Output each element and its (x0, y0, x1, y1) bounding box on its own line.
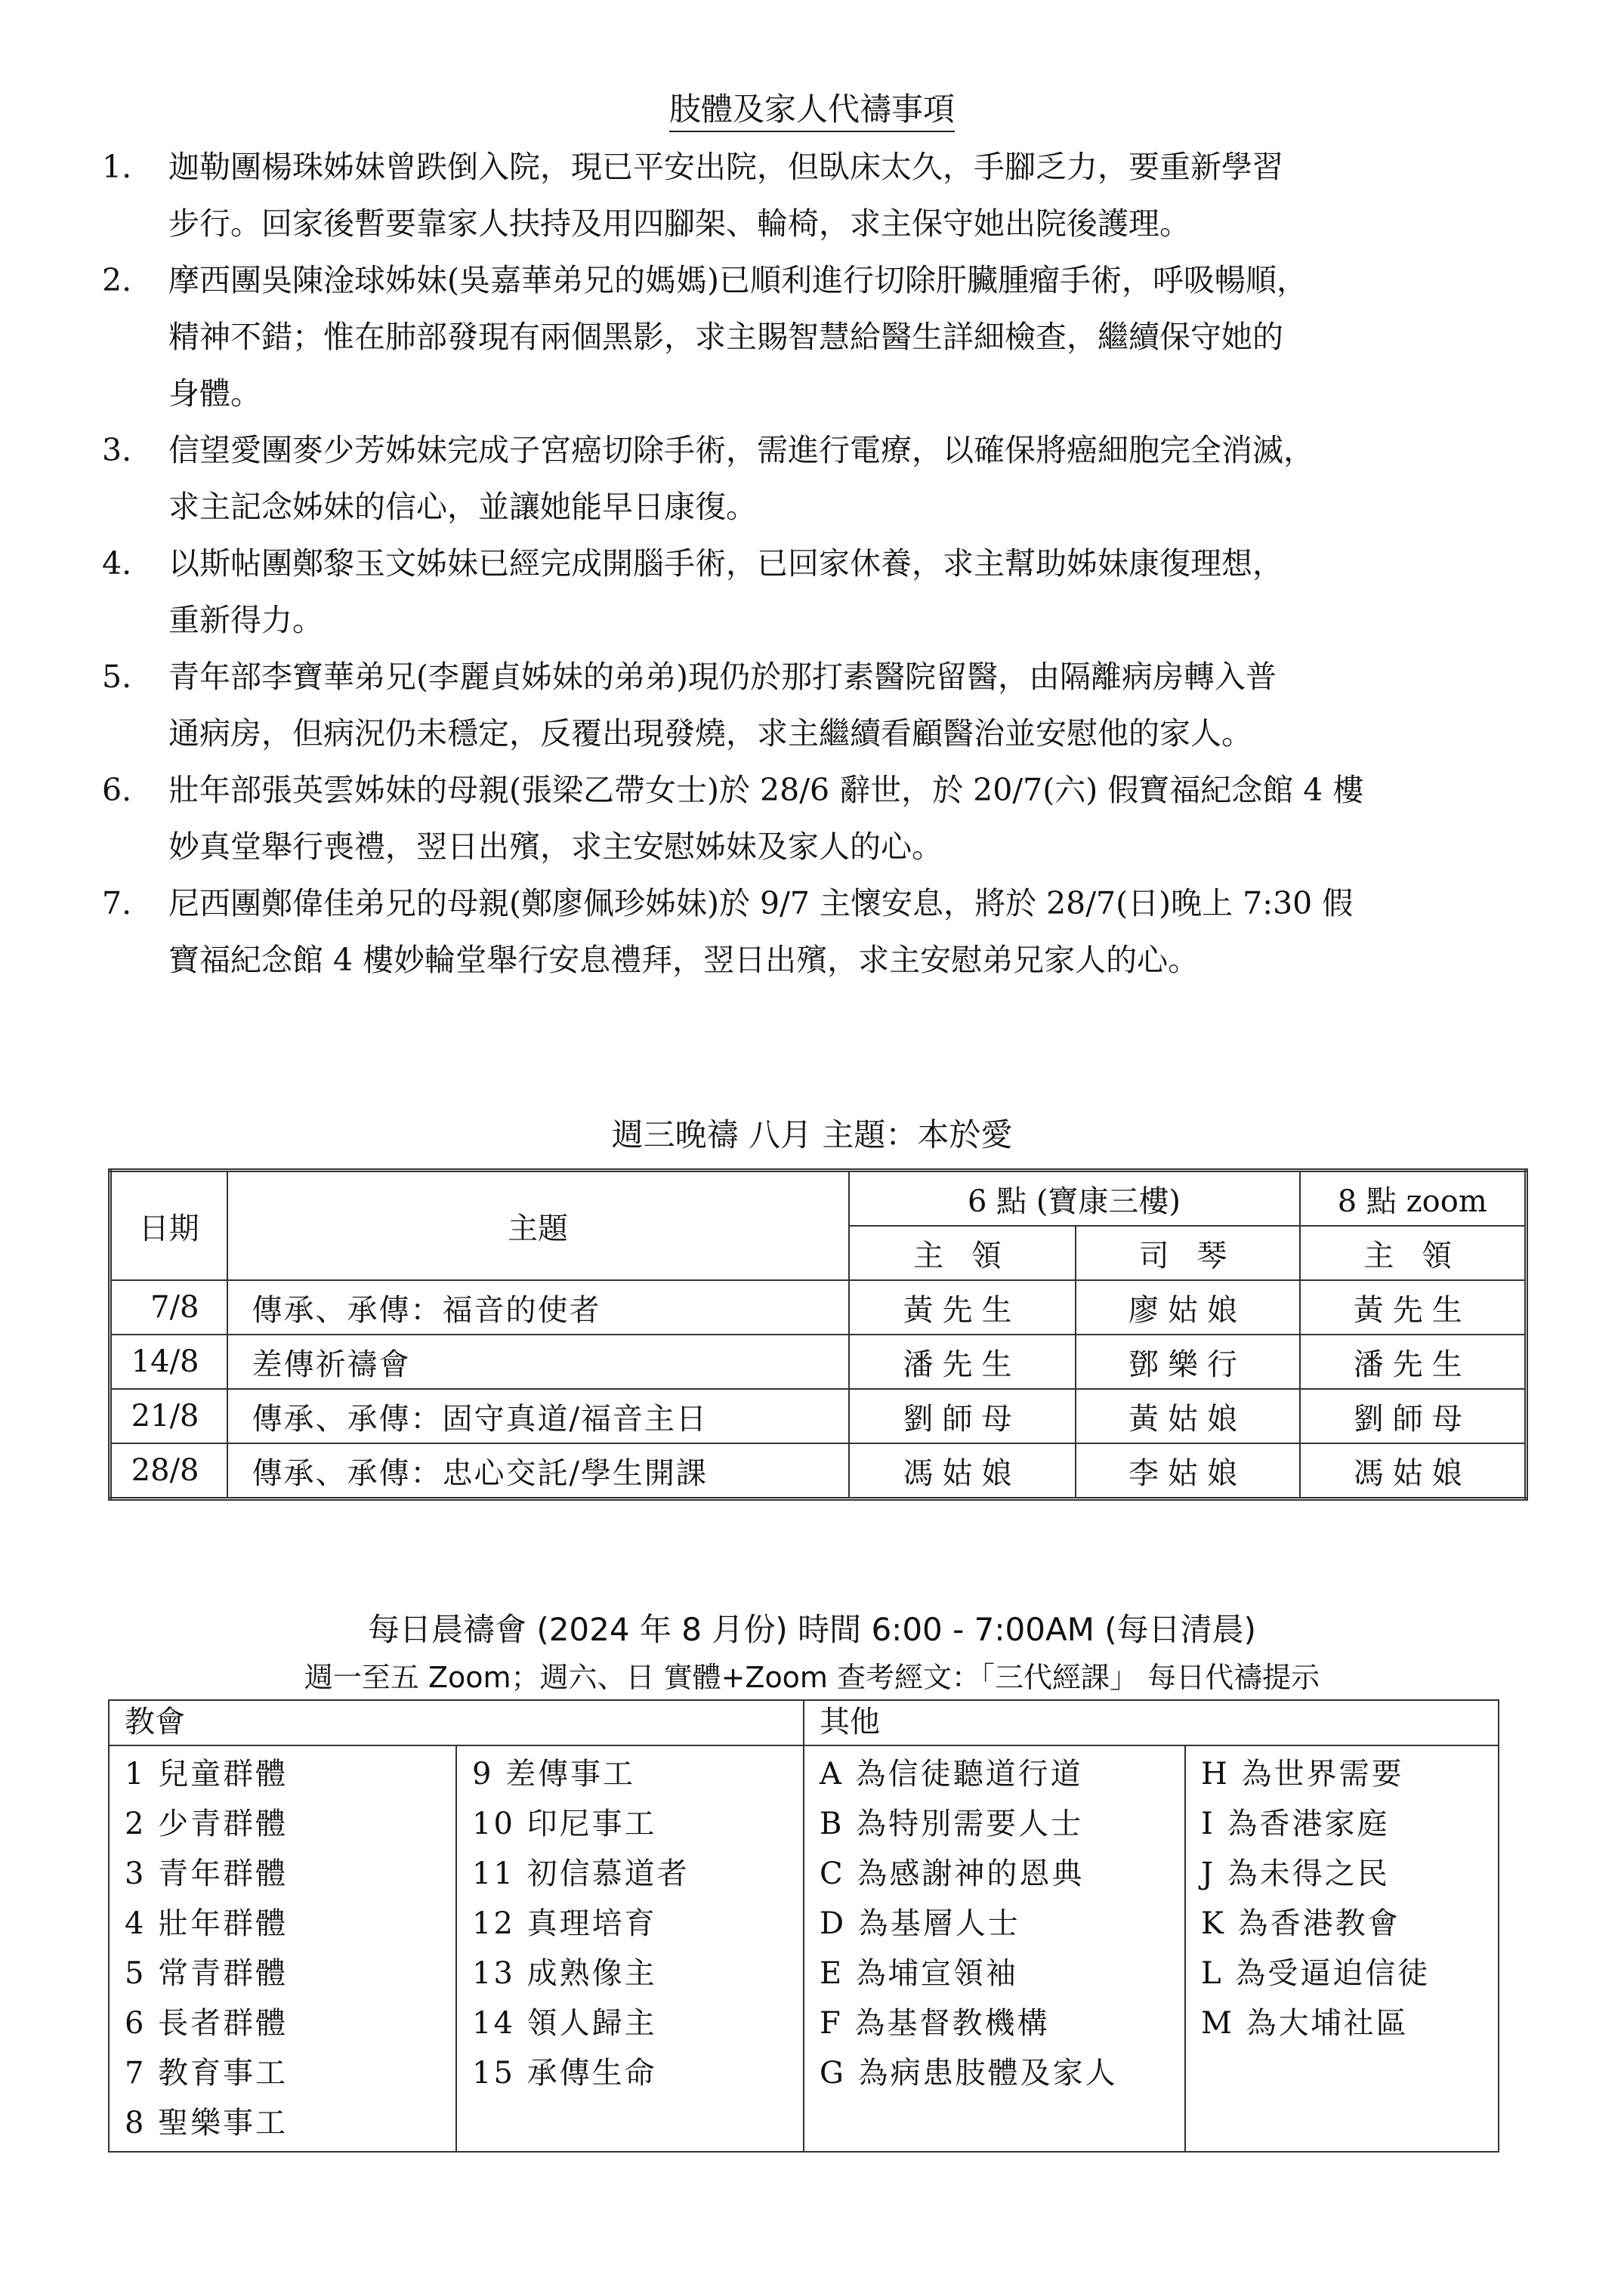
list-item: L 為受逼迫信徒 (1201, 1956, 1431, 1991)
list-item: 6. 壯年部張英雲姊妹的母親(張梁乙帶女士)於 28/6 辭世，於 20/7(六) 假寶福紀念館 4 樓 妙真堂舉行喪禮，翌日出殯，求主安慰姊妹及家人的心。 (102, 772, 1364, 865)
list-item: 4 壯年群體 (125, 1906, 289, 1941)
list-item: M 為大埔社區 (1201, 2006, 1409, 2041)
header-other: 其他 (804, 1700, 1499, 1745)
list-item: 1 兒童群體 (125, 1757, 289, 1792)
list-item: I 為香港家庭 (1201, 1807, 1390, 1841)
wednesday-prayer-table (108, 1168, 1528, 1501)
header-pianist: 司 琴 (1076, 1226, 1300, 1280)
list-item: 3 青年群體 (125, 1856, 289, 1891)
wednesday-prayer-title: 週三晚禱 八月 主題：本於愛 (611, 1116, 1013, 1153)
table-row: 28/8 傳承、承傳：忠心交託/學生開課 馮姑娘 李姑娘 馮姑娘 (110, 1443, 1527, 1499)
list-item: H 為世界需要 (1201, 1757, 1404, 1792)
list-item: D 為基層人士 (820, 1906, 1020, 1941)
list-item: 1. 迦勒團楊珠姊妹曾跌倒入院，現已平安出院，但臥床太久，手腳乏力，要重新學習 步行。回家後暫要靠家人扶持及用四腳架、輪椅，求主保守她出院後護理。 (102, 149, 1283, 242)
other-topics-column-1 (804, 1745, 1185, 2152)
prayer-list (102, 139, 1537, 989)
list-item: E 為埔宣領袖 (820, 1956, 1018, 1991)
list-item: 15 承傳生命 (472, 2056, 657, 2091)
list-item: G 為病患肢體及家人 (820, 2056, 1118, 2091)
list-item: 13 成熟像主 (472, 1956, 657, 1991)
table-row: 7/8 傳承、承傳：福音的使者 黃先生 廖姑娘 黃先生 (110, 1280, 1527, 1335)
header-date: 日期 (110, 1171, 227, 1281)
list-item: 12 真理培育 (472, 1906, 657, 1941)
table-row: 14/8 差傳祈禱會 潘先生 鄧樂行 潘先生 (110, 1335, 1527, 1389)
header-topic: 主題 (227, 1171, 849, 1281)
list-item: B 為特別需要人士 (820, 1807, 1084, 1841)
list-item: A 為信徒聽道行道 (820, 1757, 1083, 1792)
daily-prayer-topics-table (108, 1699, 1499, 2153)
list-item: J 為未得之民 (1201, 1856, 1390, 1891)
table-row: 21/8 傳承、承傳：固守真道/福音主日 劉師母 黃姑娘 劉師母 (110, 1389, 1527, 1443)
header-church: 教會 (109, 1700, 804, 1745)
list-item: 6 長者群體 (125, 2006, 289, 2041)
list-item: 2. 摩西團吳陳淦球姊妹(吳嘉華弟兄的媽媽)已順利進行切除肝臟腫瘤手術，呼吸暢順， 精神不錯；惟在肺部發現有兩個黑影，求主賜智慧給醫生詳細檢查，繼續保守她的 身體。 (102, 262, 1308, 412)
list-item: 5 常青群體 (125, 1956, 289, 1991)
list-item: 11 初信慕道者 (472, 1856, 690, 1891)
other-topics-column-2 (1185, 1745, 1499, 2152)
prayer-items-title: 肢體及家人代禱事項 (0, 85, 1624, 130)
list-item: K 為香港教會 (1201, 1906, 1400, 1941)
list-item: F 為基督教機構 (820, 2006, 1050, 2041)
header-eight-pm: 8 點 zoom (1300, 1171, 1527, 1227)
header-six-pm: 6 點 (寶康三樓) (849, 1171, 1300, 1227)
list-item: 3. 信望愛團麥少芳姊妹完成子宮癌切除手術，需進行電療，以確保將癌細胞完全消滅， 求主記念姊妹的信心，並讓她能早日康復。 (102, 432, 1314, 525)
list-item: 14 領人歸主 (472, 2006, 657, 2041)
church-topics-column-2 (456, 1745, 804, 2152)
list-item: 7 教育事工 (125, 2056, 289, 2091)
header-zoom-leader: 主 領 (1300, 1226, 1527, 1280)
list-item: 9 差傳事工 (472, 1757, 636, 1792)
morning-prayer-title: 每日晨禱會 (2024 年 8 月份) 時間 6:00 - 7:00AM (每日清晨) (367, 1611, 1257, 1648)
morning-prayer-subtitle: 週一至五 Zoom；週六、日 實體+Zoom 查考經文：「三代經課」 每日代禱提示 (304, 1661, 1320, 1694)
list-item: 5. 青年部李寶華弟兄(李麗貞姊妹的弟弟)現仍於那打素醫院留醫，由隔離病房轉入普 通病房，但病況仍未穩定，反覆出現發燒，求主繼續看顧醫治並安慰他的家人。 (102, 659, 1277, 751)
header-leader: 主 領 (849, 1226, 1076, 1280)
list-item: 4. 以斯帖團鄭黎玉文姊妹已經完成開腦手術，已回家休養，求主幫助姊妹康復理想， 重新得力。 (102, 545, 1283, 638)
list-item: 2 少青群體 (125, 1807, 289, 1841)
list-item: 8 聖樂事工 (125, 2106, 289, 2140)
church-topics-column-1 (109, 1745, 456, 2152)
list-item: C 為感謝神的恩典 (820, 1856, 1085, 1891)
list-item: 7. 尼西團鄭偉佳弟兄的母親(鄭廖佩珍姊妹)於 9/7 主懷安息，將於 28/7(日)晚上 7:30 假 寶福紀念館 4 樓妙輪堂舉行安息禮拜，翌日出殯，求主安慰弟兄家人的心。 (102, 885, 1354, 978)
list-item: 10 印尼事工 (472, 1807, 657, 1841)
